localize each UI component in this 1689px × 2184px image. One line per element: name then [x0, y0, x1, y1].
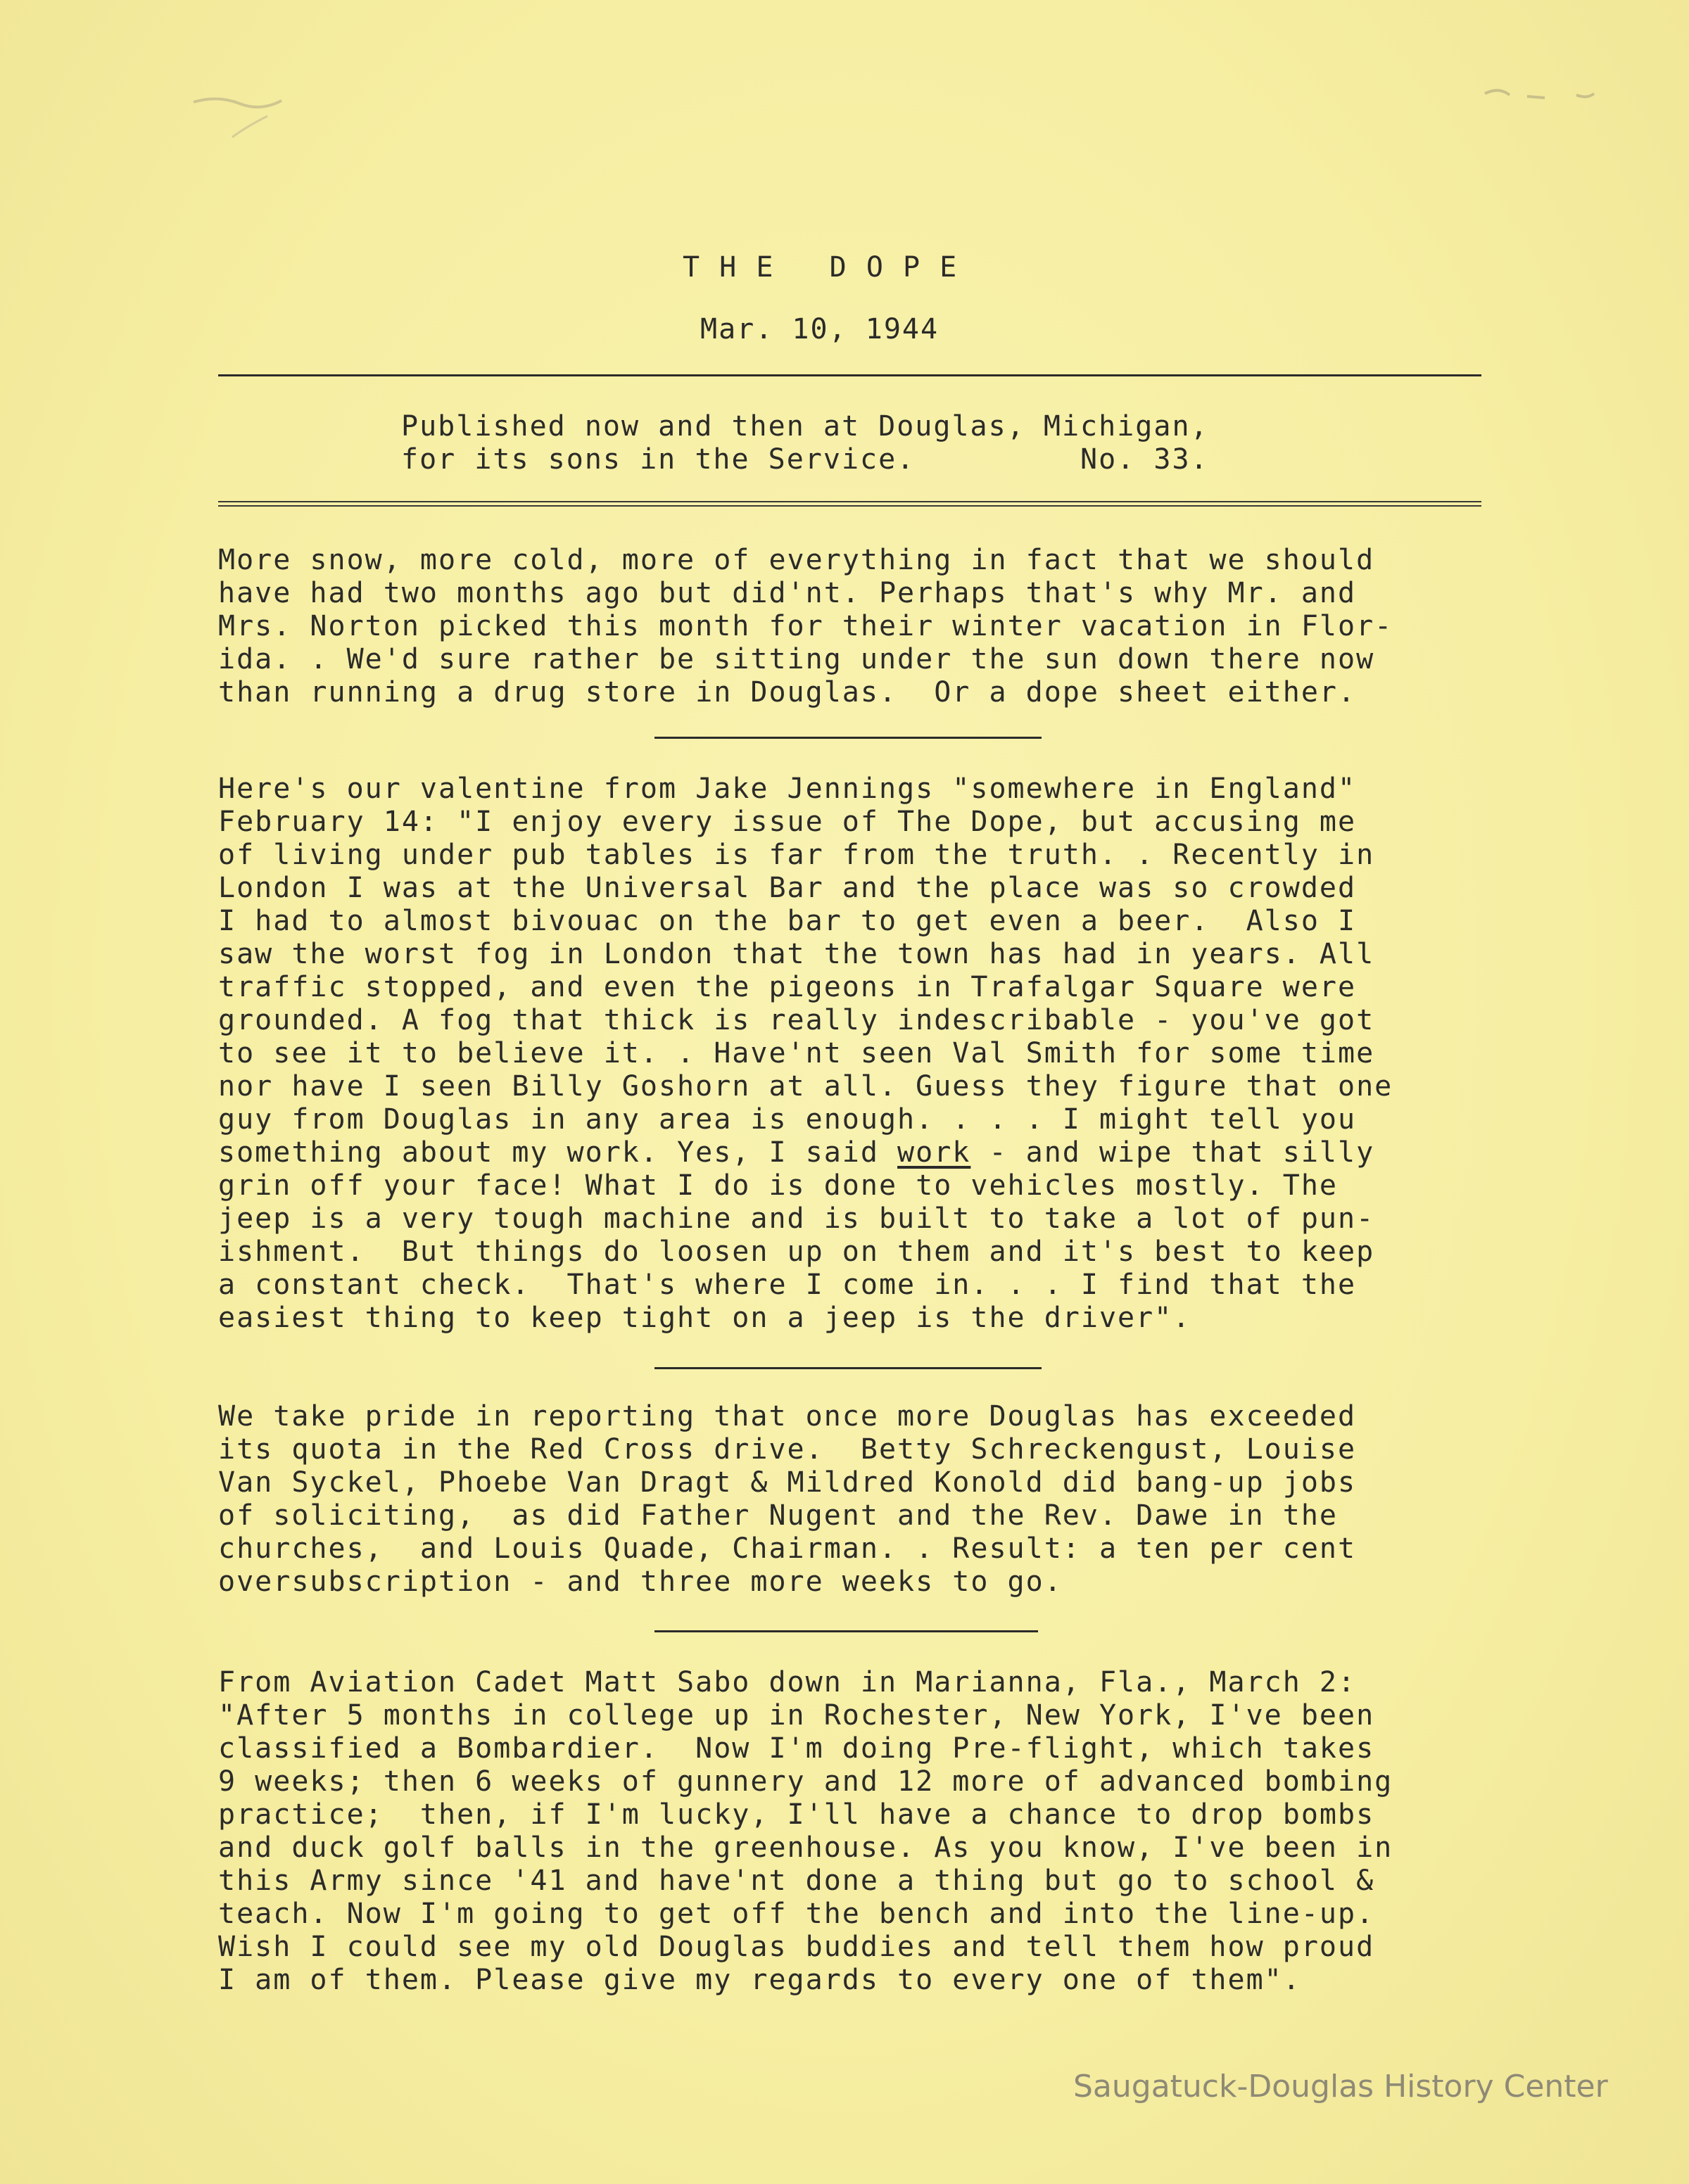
header-rule-double [218, 501, 1481, 502]
text-line: February 14: "I enjoy every issue of The Dope, but accusing me [218, 806, 1357, 838]
text-line: this Army since '41 and have'nt done a thing but go to school & [218, 1865, 1375, 1897]
text-line: of soliciting, as did Father Nugent and the Rev. Dawe in the [218, 1499, 1339, 1532]
text-line: Wish I could see my old Douglas buddies and tell them how proud [218, 1931, 1375, 1963]
section-divider [654, 737, 1042, 739]
text-segment: - and wipe that silly [970, 1136, 1375, 1169]
text-line: I had to almost bivouac on the bar to get even a beer. Also I [218, 905, 1357, 937]
text-line [218, 1136, 1374, 1169]
text-segment: something about my work. Yes, I said [218, 1136, 898, 1169]
text-line: traffic stopped, and even the pigeons in Trafalgar Square were [218, 971, 1357, 1003]
text-line: I am of them. Please give my regards to every one of them". [218, 1964, 1301, 1996]
text-line: of living under pub tables is far from the truth. . Recently in [218, 839, 1375, 871]
text-line: 9 weeks; then 6 weeks of gunnery and 12 more of advanced bombing [218, 1765, 1393, 1798]
text-line: a constant check. That's where I come in. . . I find that the [218, 1269, 1357, 1301]
text-line: have had two months ago but did'nt. Perhaps that's why Mr. and [218, 577, 1357, 609]
header-rule-double [218, 505, 1481, 507]
text-line: classified a Bombardier. Now I'm doing Pre-flight, which takes [218, 1732, 1375, 1765]
text-line: Van Syckel, Phoebe Van Dragt & Mildred Konold did bang-up jobs [218, 1466, 1357, 1499]
text-line: grin off your face! What I do is done to vehicles mostly. The [218, 1169, 1339, 1202]
text-line: London I was at the Universal Bar and the place was so crowded [218, 872, 1357, 904]
text-line: Mrs. Norton picked this month for their winter vacation in Flor- [218, 610, 1393, 642]
section-divider [654, 1367, 1042, 1369]
text-line: "After 5 months in college up in Rochester, New York, I've been [218, 1699, 1375, 1732]
text-line: oversubscription - and three more weeks to go. [218, 1566, 1063, 1598]
text-line: practice; then, if I'm lucky, I'll have a chance to drop bombs [218, 1798, 1375, 1831]
text-line: From Aviation Cadet Matt Sabo down in Marianna, Fla., March 2: [218, 1666, 1357, 1699]
text-line: nor have I seen Billy Goshorn at all. Guess they figure that one [218, 1070, 1393, 1103]
text-line: We take pride in reporting that once more Douglas has exceeded [218, 1400, 1357, 1433]
text-line: Here's our valentine from Jake Jennings "somewhere in England" [218, 773, 1357, 805]
text-line: teach. Now I'm going to get off the bench and into the line-up. [218, 1898, 1375, 1930]
publication-line-2: for its sons in the Service. No. 33. [401, 443, 1209, 476]
paper-smudge-mark [1478, 81, 1605, 123]
text-line: ida. . We'd sure rather be sitting under the sun down there now [218, 643, 1375, 675]
text-line: guy from Douglas in any area is enough. . . . I might tell you [218, 1103, 1357, 1136]
text-line: and duck golf balls in the greenhouse. As you know, I've been in [218, 1831, 1393, 1864]
paper-smudge-mark [190, 88, 317, 151]
section-divider [654, 1630, 1038, 1632]
text-line: jeep is a very tough machine and is built to take a lot of pun- [218, 1202, 1375, 1235]
publication-line-1: Published now and then at Douglas, Michigan, [401, 410, 1209, 443]
archive-watermark: Saugatuck-Douglas History Center [1073, 2069, 1608, 2104]
underlined-word: work [897, 1136, 971, 1169]
text-line: ishment. But things do loosen up on them and it's best to keep [218, 1236, 1375, 1268]
text-line: churches, and Louis Quade, Chairman. . Result: a ten per cent [218, 1532, 1357, 1565]
header-rule [218, 374, 1481, 376]
text-line: saw the worst fog in London that the town has had in years. All [218, 938, 1375, 970]
text-line: to see it to believe it. . Have'nt seen Val Smith for some time [218, 1037, 1375, 1069]
newsletter-date: Mar. 10, 1944 [700, 313, 940, 345]
text-line: its quota in the Red Cross drive. Betty Schreckengust, Louise [218, 1433, 1357, 1466]
newsletter-title: T H E D O P E [683, 251, 959, 284]
text-line: than running a drug store in Douglas. Or a dope sheet either. [218, 676, 1357, 709]
text-line: easiest thing to keep tight on a jeep is the driver". [218, 1302, 1191, 1334]
text-line: More snow, more cold, more of everything in fact that we should [218, 544, 1375, 576]
text-line: grounded. A fog that thick is really indescribable - you've got [218, 1004, 1375, 1036]
